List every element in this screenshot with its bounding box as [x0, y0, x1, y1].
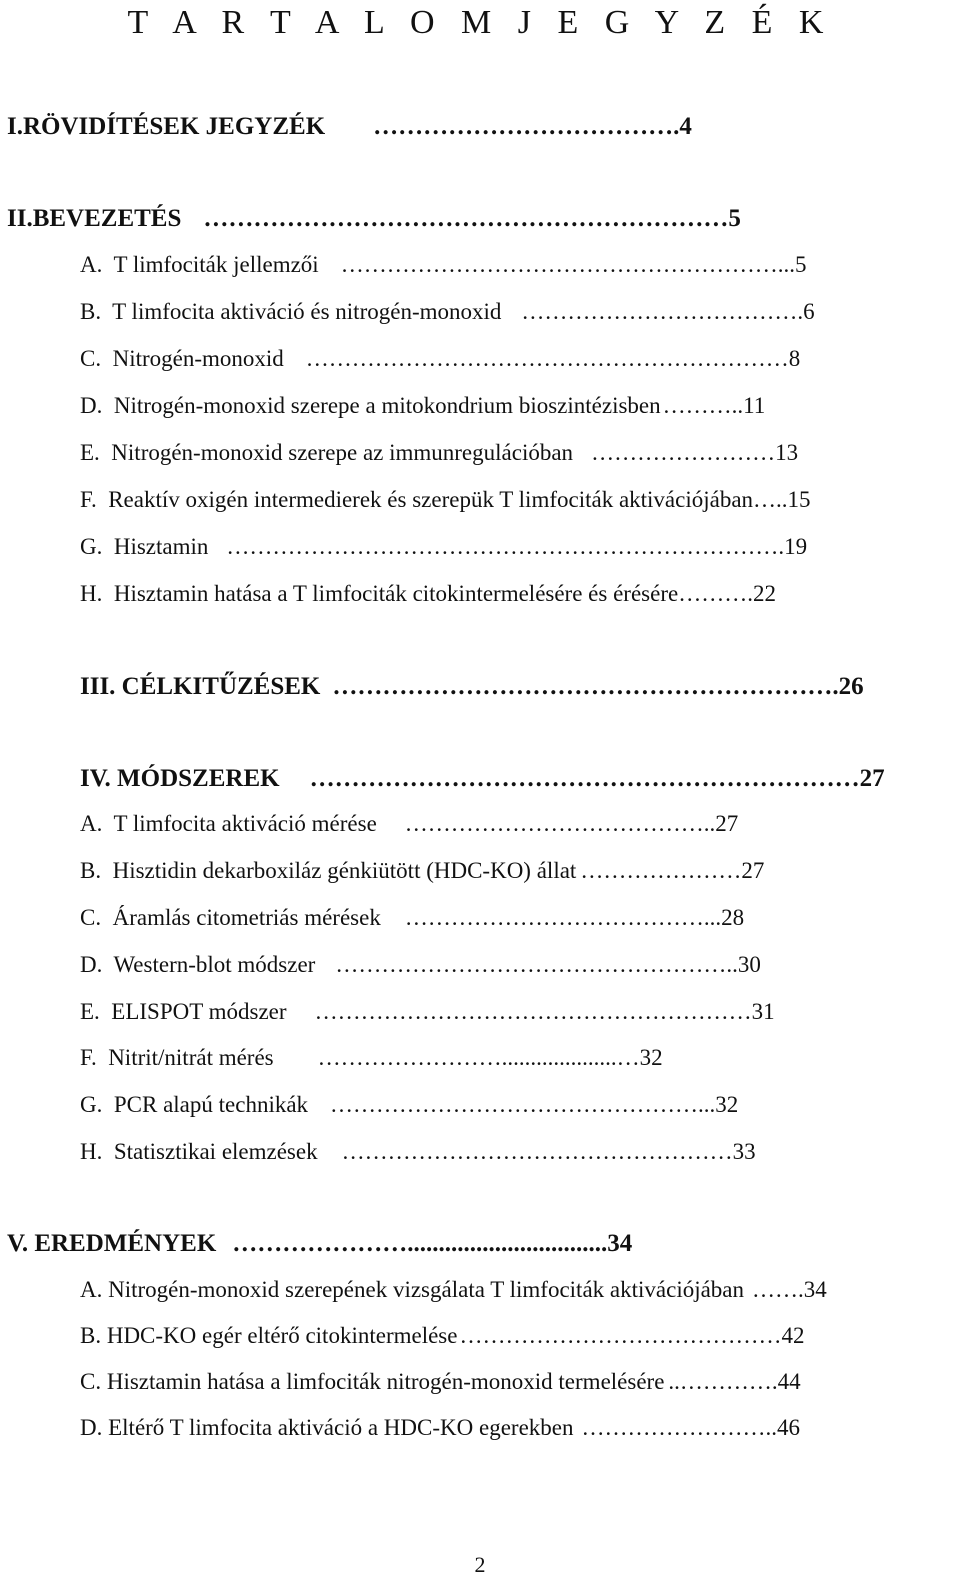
toc-entry-leader: …………………………………..27 [404, 811, 739, 836]
toc-entry-modszerek[interactable] [80, 765, 885, 793]
toc-entry-roviditesek[interactable] [7, 113, 949, 141]
toc-entry-modszerek-a[interactable] [80, 811, 738, 837]
toc-entry-label: D. Eltérő T limfocita aktiváció a HDC-KO egerekben [80, 1415, 574, 1440]
toc-entry-bevezetes-e[interactable] [80, 440, 798, 466]
toc-entry-leader: ……………………………………………………………….19 [226, 534, 808, 559]
toc-entry-label: II.BEVEZETÉS [7, 205, 182, 232]
toc-entry-label: III. CÉLKITŰZÉSEK [80, 673, 321, 700]
toc-entry-label: C. Nitrogén-monoxid [80, 346, 284, 371]
toc-entry-modszerek-g[interactable] [80, 1092, 738, 1118]
toc-entry-bevezetes-a[interactable] [80, 252, 806, 278]
toc-entry-label: B. T limfocita aktiváció és nitrogén-monoxid [80, 299, 502, 324]
toc-entry-leader: …….34 [752, 1277, 827, 1302]
toc-entry-leader: ……………………………………………33 [341, 1139, 756, 1164]
toc-entry-celkituzesek[interactable] [80, 673, 864, 701]
toc-entry-bevezetes-g[interactable] [80, 534, 807, 560]
toc-entry-label: C. Áramlás citometriás mérések [80, 905, 381, 930]
page-title: T A R T A L O M J E G Y Z É K [127, 4, 833, 41]
toc-entry-leader: ……………………13 [591, 440, 799, 465]
toc-entry-leader: …………………................................34 [232, 1230, 633, 1257]
toc-entry-leader: ……….22 [678, 581, 776, 606]
toc-entry-eredmenyek-c[interactable] [80, 1369, 801, 1395]
toc-entry-label: D. Western-blot módszer [80, 952, 316, 977]
toc-entry-leader: …………………………………………………….26 [332, 673, 864, 700]
toc-entry-leader: …………………………………………...32 [330, 1092, 739, 1117]
toc-entry-leader: …..15 [753, 487, 811, 512]
toc-entry-modszerek-f[interactable] [80, 1045, 663, 1071]
toc-entry-label: E. Nitrogén-monoxid szerepe az immunregulációban [80, 440, 574, 465]
toc-entry-leader: …………………………………………………...5 [340, 252, 807, 277]
toc-entry-label: F. Nitrit/nitrát mérés [80, 1045, 274, 1070]
toc-entry-label: G. Hisztamin [80, 534, 209, 559]
toc-entry-leader: ..………….44 [668, 1369, 801, 1394]
toc-entry-leader: ……………………..46 [581, 1415, 800, 1440]
toc-entry-label: I.RÖVIDÍTÉSEK JEGYZÉK [7, 113, 326, 140]
toc-entry-leader: ……………………………………42 [459, 1323, 805, 1348]
toc-entry-label: H. Hisztamin hatása a T limfociták citokintermelésére és érésére [80, 581, 679, 606]
toc-entry-label: C. Hisztamin hatása a limfociták nitrogén-monoxid termelésére [80, 1369, 665, 1394]
toc-entry-bevezetes[interactable] [7, 205, 949, 233]
toc-entry-leader: …………………………………………………31 [314, 999, 775, 1024]
toc-entry-modszerek-c[interactable] [80, 905, 744, 931]
toc-entry-eredmenyek-b[interactable] [80, 1323, 804, 1349]
toc-entry-eredmenyek-a[interactable] [80, 1277, 827, 1303]
toc-entry-label: H. Statisztikai elemzések [80, 1139, 318, 1164]
toc-entry-leader: ………………………………………………………5 [203, 205, 741, 232]
toc-entry-leader: ……………………………….6 [521, 299, 815, 324]
toc-entry-label: IV. MÓDSZEREK [80, 765, 280, 792]
toc-entry-leader: ………..11 [662, 393, 766, 418]
toc-entry-bevezetes-d[interactable] [80, 393, 765, 419]
toc-entry-bevezetes-f[interactable] [80, 487, 811, 513]
toc-entry-label: A. T limfocita aktiváció mérése [80, 811, 377, 836]
toc-entry-label: G. PCR alapú technikák [80, 1092, 309, 1117]
toc-entry-label: B. HDC-KO egér eltérő citokintermelése [80, 1323, 458, 1348]
toc-entry-leader: ……………………………………………..30 [335, 952, 761, 977]
toc-entry-leader: …………………………………...28 [404, 905, 745, 930]
toc-entry-label: A. Nitrogén-monoxid szerepének vizsgálata T limfociták aktivációjában [80, 1277, 745, 1302]
toc-entry-modszerek-e[interactable] [80, 999, 775, 1025]
toc-entry-eredmenyek-d[interactable] [80, 1415, 800, 1441]
toc-entry-modszerek-d[interactable] [80, 952, 761, 978]
toc-entry-bevezetes-b[interactable] [80, 299, 815, 325]
toc-entry-modszerek-h[interactable] [80, 1139, 756, 1165]
toc-entry-leader: …………………27 [580, 858, 765, 883]
toc-entry-label: E. ELISPOT módszer [80, 999, 287, 1024]
toc-entry-label: D. Nitrogén-monoxid szerepe a mitokondrium bioszintézisben [80, 393, 661, 418]
toc-entry-label: V. EREDMÉNYEK [7, 1230, 217, 1257]
toc-entry-label: F. Reaktív oxigén intermedierek és szerepük T limfociták aktivációjában [80, 487, 754, 512]
toc-entry-modszerek-b[interactable] [80, 858, 764, 884]
toc-entry-label: B. Hisztidin dekarboxiláz génkiütött (HDC-KO) állat [80, 858, 577, 883]
toc-entry-bevezetes-h[interactable] [80, 581, 776, 607]
toc-entry-label: A. T limfociták jellemzői [80, 252, 319, 277]
toc-entry-leader: ……………………....................…32 [317, 1045, 663, 1070]
toc-entry-leader: ……………………………….4 [373, 113, 692, 140]
toc-entry-eredmenyek[interactable] [7, 1230, 632, 1258]
page-number: 2 [474, 1552, 486, 1577]
toc-entry-leader: ………………………………………………………8 [305, 346, 801, 371]
toc-entry-leader: …………………………………………………………27 [309, 765, 885, 792]
toc-entry-bevezetes-c[interactable] [80, 346, 800, 372]
